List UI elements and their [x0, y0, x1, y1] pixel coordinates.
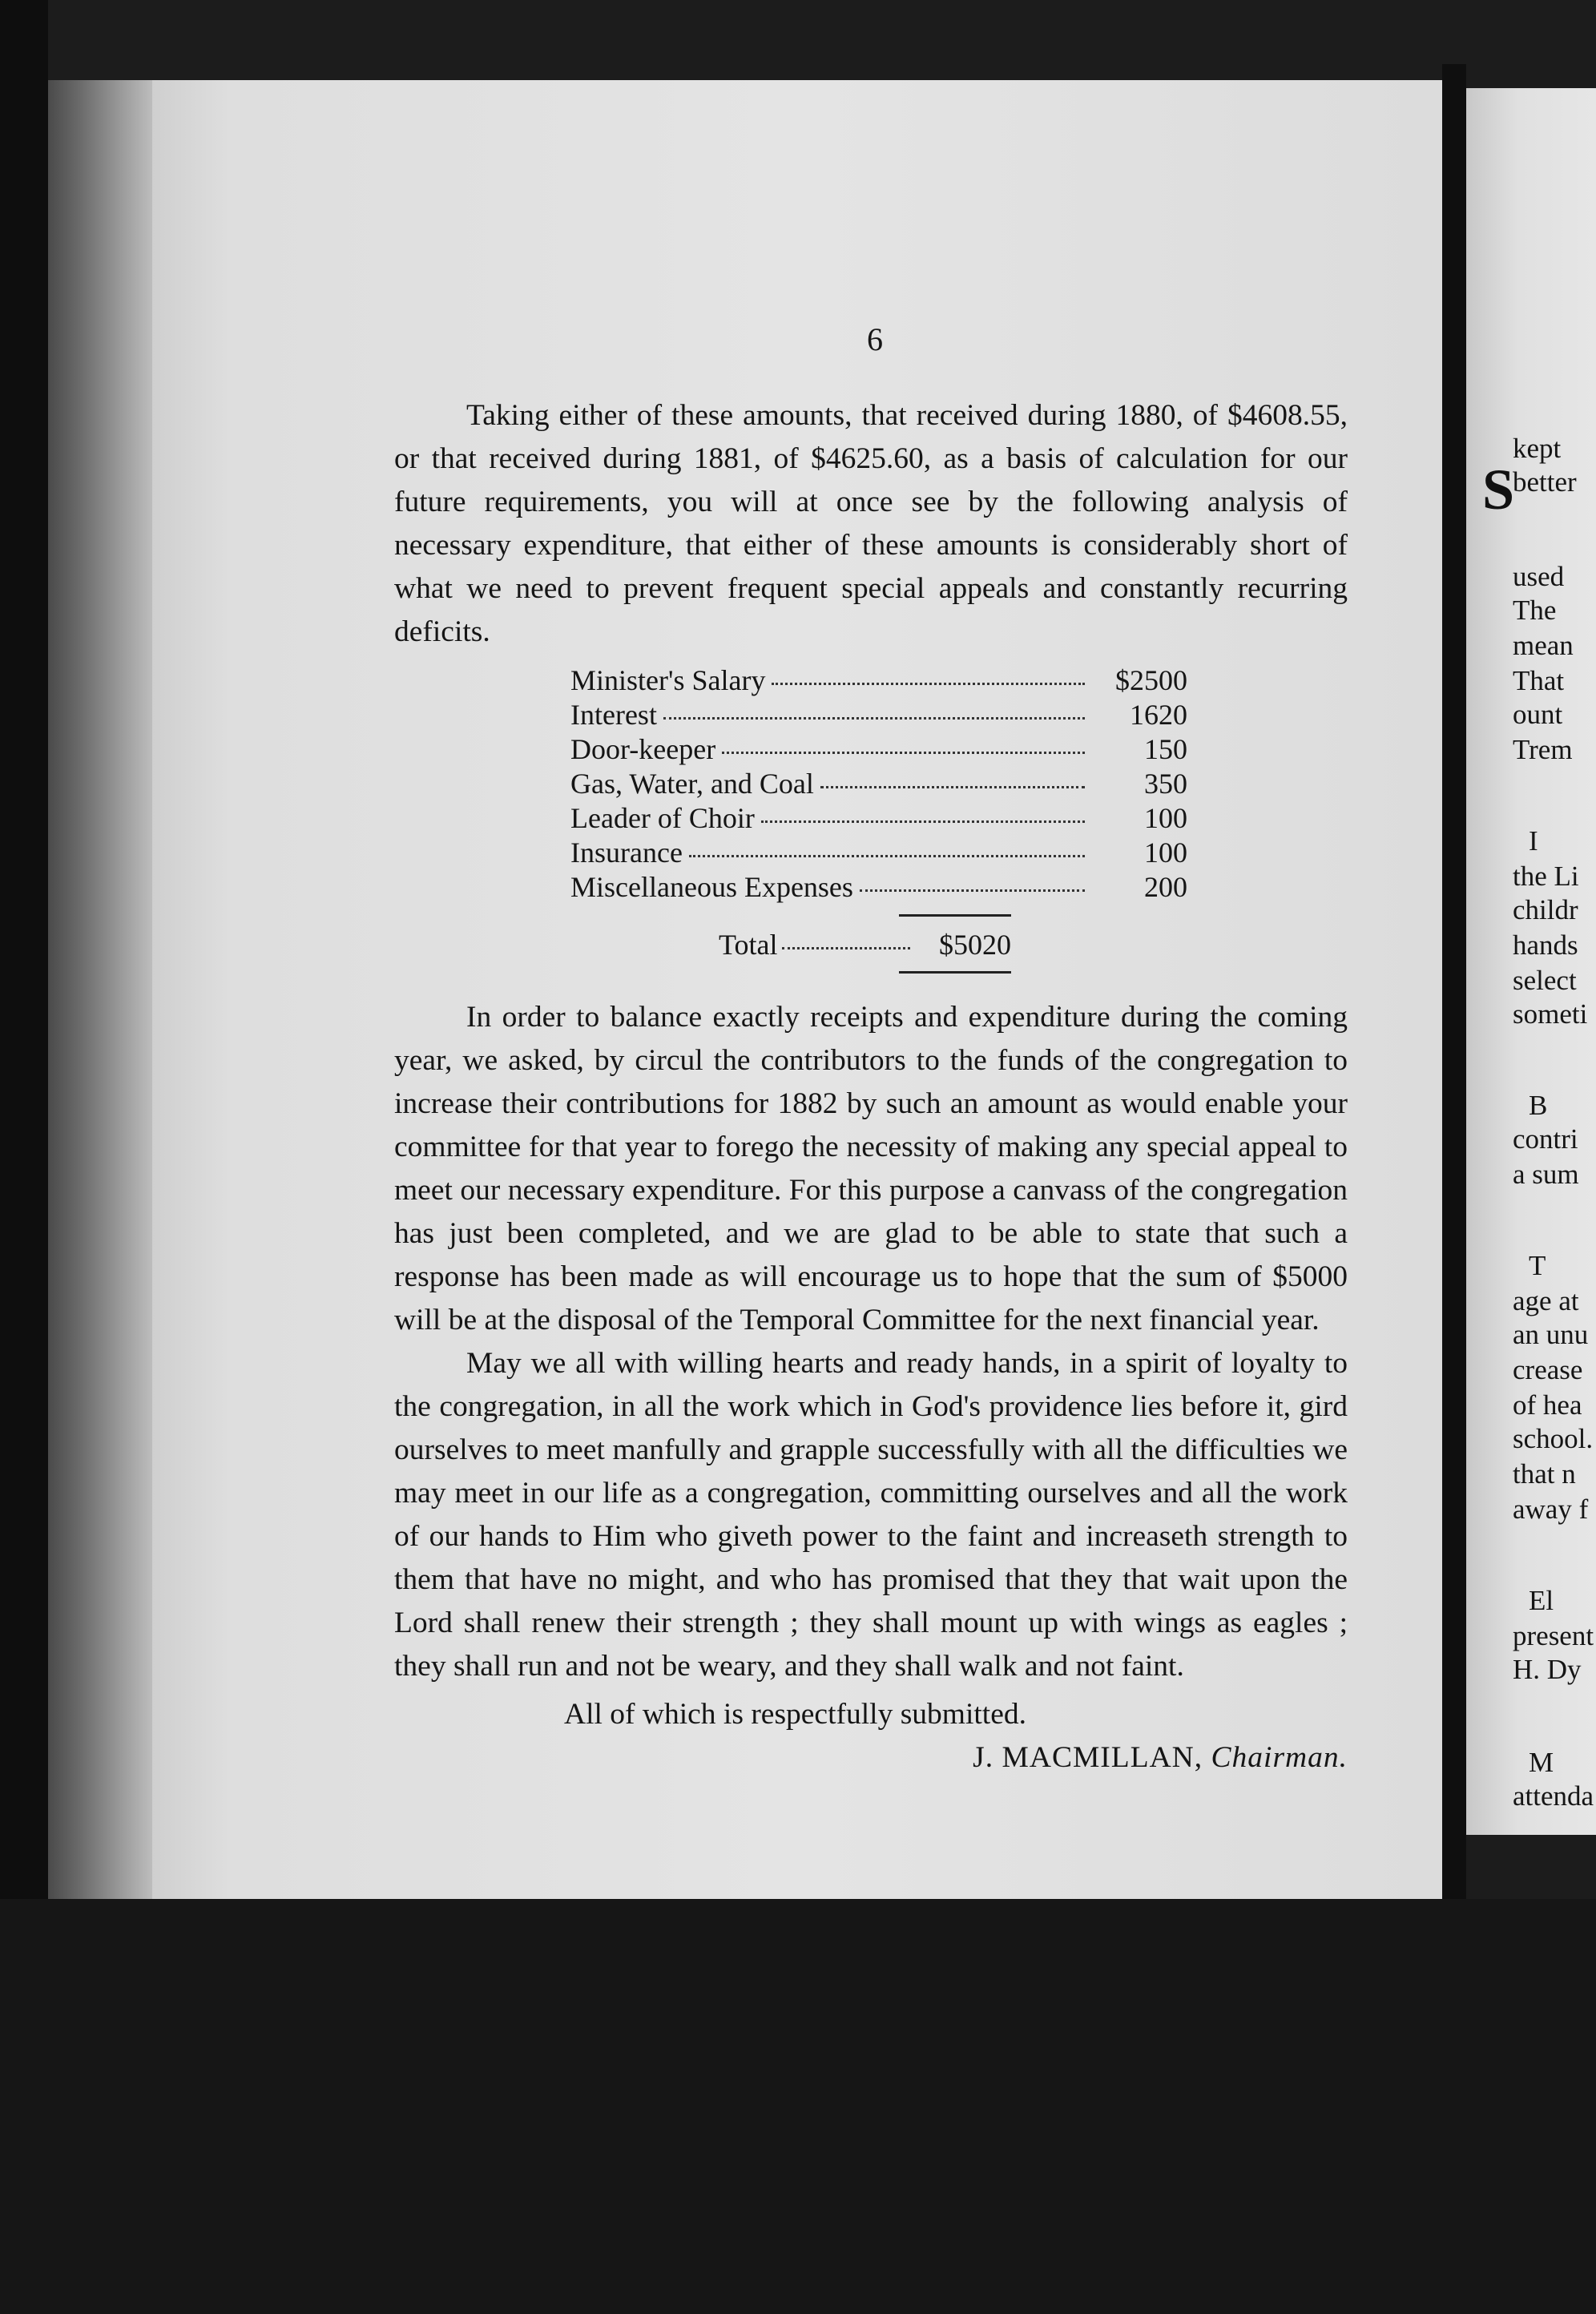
- next-page-line-fragment: M: [1529, 1747, 1554, 1778]
- next-page-line-fragment: kept: [1513, 433, 1562, 464]
- paragraph-closing-prayer: May we all with willing hearts and ready hands, in a spirit of loyalty to the congregation, in all the work which in God's providence lies before it, gird ourselves to meet manfully and grapple successfully with all the difficulties we may meet in our life as a congregation, committing ourselves and all the work of our hands to Him who giveth power to the faint and increaseth strength to them that have no might, and who has promised that they that wait upon the Lord shall renew their strength ; they shall mount up with wings as eagles ; they shall run and not be weary, and they shall walk and not faint.: [394, 1347, 1348, 1683]
- scan-background-bottom: [0, 1899, 1596, 2314]
- leader-dots: [860, 889, 1085, 892]
- total-rule-top: [899, 914, 1011, 917]
- next-page-line-fragment: childr: [1513, 894, 1578, 925]
- expense-amount: $2500: [1115, 664, 1187, 696]
- next-page-line-fragment: of hea: [1513, 1389, 1582, 1421]
- expense-row: [570, 728, 1187, 765]
- expense-amount: 1620: [1130, 699, 1187, 731]
- report-text: [394, 320, 1348, 1810]
- expense-row: [570, 659, 1187, 696]
- expense-name: Insurance: [570, 837, 683, 869]
- next-page-line-fragment: school.: [1513, 1423, 1594, 1454]
- expense-amount: 200: [1144, 871, 1187, 903]
- expense-row: [570, 796, 1187, 834]
- next-page-line-fragment: That: [1513, 665, 1565, 696]
- next-page-line-fragment: crease: [1513, 1354, 1583, 1385]
- next-page-line-fragment: mean: [1513, 630, 1574, 661]
- expense-amount: 100: [1144, 837, 1187, 869]
- next-page-line-fragment: an unu: [1513, 1319, 1589, 1350]
- expense-name: Interest: [570, 699, 657, 731]
- expense-table: [570, 659, 1187, 903]
- expense-name: Gas, Water, and Coal: [570, 768, 814, 800]
- total-row: [719, 923, 1011, 971]
- next-page-line-fragment: better: [1513, 466, 1577, 498]
- next-page-line-fragment: El: [1529, 1585, 1554, 1616]
- expense-amount: 150: [1144, 733, 1187, 765]
- signatory-title: Chairman.: [1211, 1741, 1348, 1774]
- next-page-line-fragment: contri: [1513, 1123, 1578, 1155]
- expense-row: [570, 831, 1187, 869]
- expense-name: Leader of Choir: [570, 802, 755, 834]
- page-number: 6: [867, 321, 883, 357]
- next-page-line-fragment: B: [1529, 1090, 1548, 1121]
- leader-dots: [722, 752, 1085, 754]
- next-page-line-fragment: present: [1513, 1620, 1594, 1651]
- next-page-line-fragment: Trem: [1513, 734, 1573, 765]
- leader-dots: [772, 683, 1085, 685]
- expense-amount: 350: [1144, 768, 1187, 800]
- expense-row: [570, 865, 1187, 903]
- next-page-line-fragment: that n: [1513, 1458, 1576, 1490]
- book-gutter: [1442, 64, 1466, 1931]
- total-label: Total: [719, 929, 778, 961]
- page-stack-edge: [48, 80, 152, 1899]
- next-page-line-fragment: I: [1529, 825, 1538, 857]
- leader-dots: [663, 717, 1085, 720]
- expense-name: Minister's Salary: [570, 664, 766, 696]
- next-page-line-fragment: hands: [1513, 929, 1578, 961]
- leader-dots: [761, 820, 1085, 823]
- next-page-line-fragment: away f: [1513, 1494, 1589, 1525]
- next-page-line-fragment: used: [1513, 561, 1565, 592]
- next-page-line-fragment: T: [1529, 1250, 1546, 1281]
- expense-name: Door-keeper: [570, 733, 716, 765]
- paragraph-canvass: In order to balance exactly receipts and expenditure during the coming year, we asked, by circul the contributors to the funds of the congregation to increase their contributions for 1882 by such an amount as would enable your committee for that year to forego the necessity of making any special appeal to meet our necessary expenditure. For this purpose a canvass of the congregation has just been completed, and we are glad to be able to state that such a response has been made as will encourage us to hope that the sum of $5000 will be at the disposal of the Temporal Committee for the next financial year.: [394, 1001, 1348, 1336]
- signature: [394, 1736, 1348, 1780]
- expense-name: Miscellaneous Expenses: [570, 871, 853, 903]
- next-page-line-fragment: a sum: [1513, 1159, 1579, 1190]
- paragraph-analysis: Taking either of these amounts, that received during 1880, of $4608.55, or that received during 1881, of $4625.60, as a basis of calculation for our future requirements, you will at once see by the following analysis of necessary expenditure, that either of these amounts is considerably short of what we need to prevent frequent special appeals and constantly recurring deficits.: [394, 399, 1348, 648]
- expense-amount: 100: [1144, 802, 1187, 834]
- signatory-name: J. MACMILLAN,: [973, 1741, 1203, 1774]
- next-page-line-fragment: age at: [1513, 1285, 1579, 1316]
- leader-dots: [820, 786, 1085, 788]
- next-page-heading: S: [1482, 458, 1515, 522]
- page-right-fragment: [1466, 88, 1596, 1835]
- total-rule-bottom: [899, 971, 1011, 974]
- leader-dots: [782, 947, 910, 949]
- leader-dots: [689, 855, 1085, 857]
- total-amount: $5020: [939, 929, 1011, 961]
- submission-line: All of which is respectfully submitted.: [564, 1698, 1026, 1731]
- next-page-line-fragment: the Li: [1513, 861, 1579, 892]
- next-page-line-fragment: ount: [1513, 699, 1563, 730]
- next-page-line-fragment: select: [1513, 965, 1577, 996]
- next-page-line-fragment: attenda: [1513, 1780, 1594, 1812]
- next-page-line-fragment: H. Dy: [1513, 1654, 1582, 1685]
- expense-row: [570, 762, 1187, 800]
- next-page-line-fragment: someti: [1513, 998, 1588, 1030]
- next-page-line-fragment: The: [1513, 595, 1557, 626]
